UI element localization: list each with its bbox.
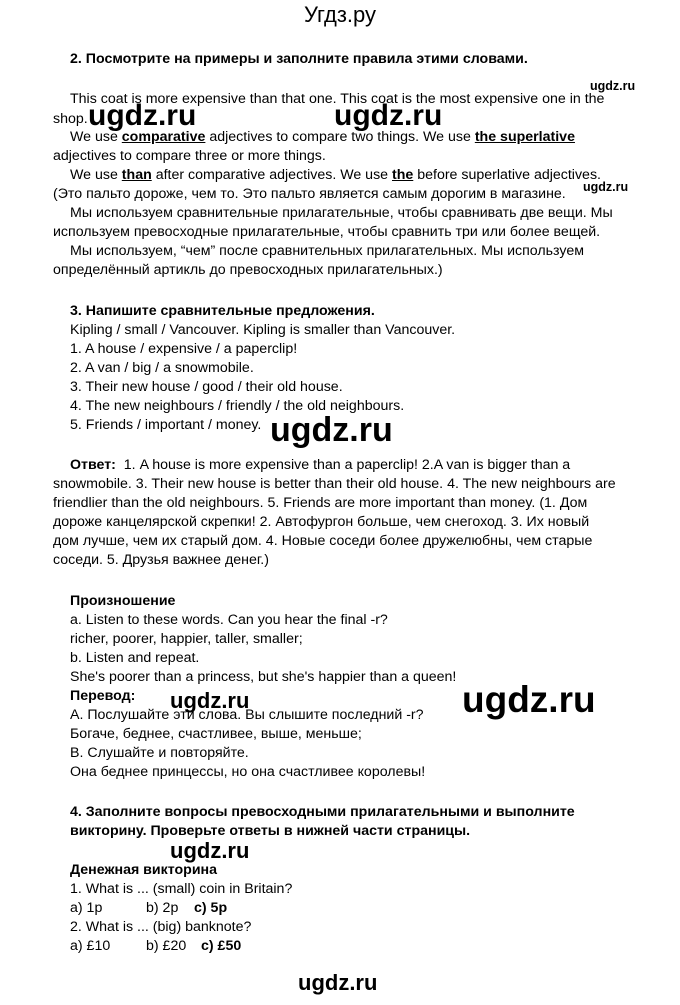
translation-line: Мы используем, “чем” после сравнительных прилагательных. Мы используем bbox=[70, 243, 584, 259]
answer-text: 1. A house is more expensive than a paperclip! 2.A van is bigger than a bbox=[123, 457, 571, 473]
quiz-question: 1. What is ... (small) coin in Britain? bbox=[70, 881, 293, 897]
exercise-line: 4. The new neighbours / friendly / the old neighbours. bbox=[70, 398, 405, 414]
translation-line: Мы используем сравнительные прилагательные, чтобы сравнивать две вещи. Мы bbox=[70, 205, 613, 221]
quiz-title: Денежная викторина bbox=[70, 862, 218, 878]
rule-text: We use bbox=[70, 129, 122, 145]
exercise-line: 1. A house / expensive / a paperclip! bbox=[70, 341, 298, 357]
translation-label: Перевод: bbox=[70, 688, 136, 704]
rule-line-2: adjectives to compare three or more things. bbox=[53, 148, 326, 164]
example-line: shop. bbox=[53, 111, 88, 127]
answer-line: соседи. 5. Друзья важнее денег.) bbox=[53, 552, 269, 568]
rule-text: adjectives to compare two things. We use bbox=[205, 129, 475, 145]
rule-text: before superlative adjectives. bbox=[413, 167, 601, 183]
quiz-option: b) 2p bbox=[146, 900, 179, 916]
exercise-4-heading: викторину. Проверьте ответы в нижней части страницы. bbox=[70, 823, 471, 839]
answer-word-the: the bbox=[392, 167, 414, 183]
pronunciation-line: richer, poorer, happier, taller, smaller; bbox=[70, 631, 303, 647]
pronunciation-heading: Произношение bbox=[70, 593, 176, 609]
exercise-4-heading: 4. Заполните вопросы превосходными прилагательными и выполните bbox=[70, 804, 575, 820]
translation-line: А. Послушайте эти слова. Вы слышите последний -r? bbox=[70, 707, 424, 723]
watermark: ugdz.ru bbox=[583, 180, 629, 194]
quiz-option: b) £20 bbox=[146, 938, 187, 954]
watermark: ugdz.ru bbox=[88, 99, 197, 132]
watermark: ugdz.ru bbox=[298, 970, 378, 995]
watermark: ugdz.ru bbox=[170, 838, 250, 863]
site-title: Угдз.ру bbox=[303, 2, 377, 27]
translation-line: Богаче, беднее, счастливее, выше, меньше; bbox=[70, 726, 362, 742]
exercise-line: 2. A van / big / a snowmobile. bbox=[70, 360, 254, 376]
answer-word-superlative: the superlative bbox=[474, 129, 575, 145]
answer-word-than: than bbox=[121, 167, 152, 183]
pronunciation-line: b. Listen and repeat. bbox=[70, 650, 200, 666]
translation-line: используем превосходные прилагательные, чтобы сравнить три или более вещей. bbox=[53, 224, 601, 240]
exercise-line: 5. Friends / important / money. bbox=[70, 417, 262, 433]
translation-line: Она беднее принцессы, но она счастливее королевы! bbox=[70, 764, 426, 780]
answer-line: дороже канцелярской скрепки! 2. Автофургон больше, чем снегоход. 3. Их новый bbox=[53, 514, 590, 530]
answer-line: snowmobile. 3. Their new house is better than their old house. 4. The new neighbours are bbox=[53, 476, 616, 492]
quiz-correct-option: c) 5p bbox=[194, 900, 228, 916]
translation-line: В. Слушайте и повторяйте. bbox=[70, 745, 249, 761]
exercise-2-heading: 2. Посмотрите на примеры и заполните правила этими словами. bbox=[70, 51, 528, 67]
quiz-question: 2. What is ... (big) banknote? bbox=[70, 919, 252, 935]
watermark: ugdz.ru bbox=[590, 79, 636, 93]
answer-line: friendlier than the old neighbours. 5. Friends are more important than money. (1. Дом bbox=[53, 495, 588, 511]
translation-line: (Это пальто дороже, чем то. Это пальто является самым дорогим в магазине. bbox=[53, 186, 566, 202]
quiz-correct-option: c) £50 bbox=[201, 938, 242, 954]
quiz-option: a) £10 bbox=[70, 938, 111, 954]
exercise-3-heading: 3. Напишите сравнительные предложения. bbox=[70, 303, 375, 319]
exercise-line: 3. Their new house / good / their old house. bbox=[70, 379, 343, 395]
exercise-line: Kipling / small / Vancouver. Kipling is smaller than Vancouver. bbox=[70, 322, 456, 338]
answer-label: Ответ: bbox=[70, 457, 116, 473]
watermark: ugdz.ru bbox=[270, 411, 393, 449]
rule-text: We use bbox=[70, 167, 122, 183]
answer-word-comparative: comparative bbox=[121, 129, 206, 145]
answer-line bbox=[70, 456, 570, 475]
rule-line-3 bbox=[70, 166, 601, 185]
translation-line: определённый артикль до превосходных прилагательных.) bbox=[53, 262, 443, 278]
rule-line-1 bbox=[70, 128, 575, 147]
answer-line: дом лучше, чем их старый дом. 4. Новые соседи более дружелюбны, чем старые bbox=[53, 533, 593, 549]
pronunciation-line: a. Listen to these words. Can you hear the final -r? bbox=[70, 612, 388, 628]
example-line: This coat is more expensive than that one. This coat is the most expensive one in the bbox=[70, 91, 605, 107]
pronunciation-line: She's poorer than a princess, but she's happier than a queen! bbox=[70, 669, 457, 685]
rule-text: after comparative adjectives. We use bbox=[151, 167, 392, 183]
quiz-option: a) 1p bbox=[70, 900, 103, 916]
watermark: ugdz.ru bbox=[462, 679, 596, 720]
watermark: ugdz.ru bbox=[170, 688, 250, 713]
watermark: ugdz.ru bbox=[334, 99, 443, 132]
